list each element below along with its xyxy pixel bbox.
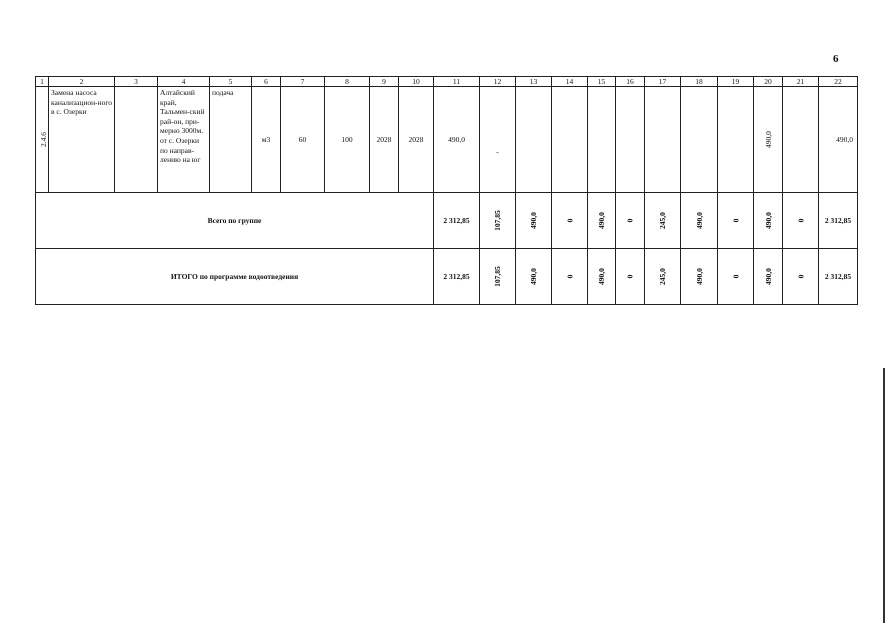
end-year: 2028 xyxy=(399,87,434,193)
year-value: 490,0 xyxy=(763,131,773,148)
column-number: 14 xyxy=(552,77,588,87)
column-number: 10 xyxy=(399,77,434,87)
cell-col17 xyxy=(645,87,681,193)
total-value: 107,85 xyxy=(493,266,502,287)
total-value: 490,0 xyxy=(694,268,704,285)
total-cell xyxy=(681,249,718,305)
column-number: 11 xyxy=(434,77,480,87)
column-number: 4 xyxy=(158,77,210,87)
total-value: 0 xyxy=(565,274,574,279)
column-number: 5 xyxy=(210,77,252,87)
total-value: 107,85 xyxy=(493,210,502,231)
total-value: 0 xyxy=(731,274,740,279)
total-cell xyxy=(645,193,681,249)
total-value: 0 xyxy=(625,274,635,279)
column-number: 12 xyxy=(480,77,516,87)
cell-col16 xyxy=(616,87,645,193)
column-number: 2 xyxy=(49,77,115,87)
total-cell xyxy=(480,249,516,305)
total-value: 245,0 xyxy=(658,212,667,229)
cell-col3 xyxy=(115,87,158,193)
total-label: Всего по группе xyxy=(36,193,434,249)
total-value: 490,0 xyxy=(597,268,606,285)
total-value: 490,0 xyxy=(763,268,773,285)
cell-col12 xyxy=(480,87,516,193)
cell-col21 xyxy=(783,87,819,193)
column-number: 19 xyxy=(718,77,754,87)
cell-col19 xyxy=(718,87,754,193)
total-cell xyxy=(516,249,552,305)
total-cell xyxy=(645,249,681,305)
cell-col18 xyxy=(681,87,718,193)
cell-col8: 100 xyxy=(325,87,370,193)
cell-col5: подача xyxy=(210,87,252,193)
column-number: 20 xyxy=(754,77,783,87)
table-row xyxy=(36,87,858,193)
total-cell xyxy=(552,193,588,249)
column-number: 13 xyxy=(516,77,552,87)
column-number: 6 xyxy=(252,77,281,87)
total-value: 490,0 xyxy=(763,212,773,229)
group-total-row xyxy=(36,193,858,249)
cell-col7: 60 xyxy=(281,87,325,193)
scan-edge-line xyxy=(883,368,885,623)
page-number: 6 xyxy=(833,53,839,65)
column-number: 3 xyxy=(115,77,158,87)
total-cell xyxy=(718,193,754,249)
row-code-cell xyxy=(36,87,49,193)
cost-total: 490,0 xyxy=(434,87,480,193)
column-number: 16 xyxy=(616,77,645,87)
grand-value: 490,0 xyxy=(819,87,858,193)
total-cell xyxy=(616,249,645,305)
total-label: ИТОГО по программе водоотведения xyxy=(36,249,434,305)
total-value: 245,0 xyxy=(658,268,667,285)
total-cell xyxy=(718,249,754,305)
total-cell xyxy=(552,249,588,305)
total-cell xyxy=(616,193,645,249)
total-cell xyxy=(588,193,616,249)
total-value: 490,0 xyxy=(529,212,538,229)
object-name: Замена насоса канализацион-ного в с. Озерки xyxy=(49,87,115,193)
column-number: 1 xyxy=(36,77,49,87)
grand-total: 2 312,85 xyxy=(819,193,858,249)
column-number-row xyxy=(36,77,858,87)
column-number: 22 xyxy=(819,77,858,87)
program-total-row xyxy=(36,249,858,305)
total-value: 0 xyxy=(796,218,805,223)
total-cell xyxy=(783,249,819,305)
total-value: 0 xyxy=(625,218,635,223)
total-cell xyxy=(754,193,783,249)
column-number: 18 xyxy=(681,77,718,87)
total-cell xyxy=(588,249,616,305)
total-value: 490,0 xyxy=(597,212,606,229)
object-location: Алтайский край, Тальмен-ский рай-он, при-мерно 3000м. от с. Озерки по направ-лению на юг xyxy=(158,87,210,193)
total-value: 490,0 xyxy=(694,212,704,229)
total-value: 490,0 xyxy=(529,268,538,285)
total-cell xyxy=(754,249,783,305)
cell-col13 xyxy=(516,87,552,193)
column-number: 7 xyxy=(281,77,325,87)
column-number: 8 xyxy=(325,77,370,87)
total-value: 0 xyxy=(565,218,574,223)
cell-col20 xyxy=(754,87,783,193)
total-value: 0 xyxy=(731,218,740,223)
total-cost: 2 312,85 xyxy=(434,193,480,249)
column-number: 9 xyxy=(370,77,399,87)
grand-total: 2 312,85 xyxy=(819,249,858,305)
start-year: 2028 xyxy=(370,87,399,193)
unit-cell: м3 xyxy=(252,87,281,193)
total-value: 0 xyxy=(796,274,805,279)
total-cell xyxy=(783,193,819,249)
column-number: 17 xyxy=(645,77,681,87)
total-cell xyxy=(480,193,516,249)
total-cell xyxy=(681,193,718,249)
dash-mark: - xyxy=(496,147,499,156)
investment-program-table xyxy=(35,76,858,305)
total-cell xyxy=(516,193,552,249)
cell-col14 xyxy=(552,87,588,193)
column-number: 15 xyxy=(588,77,616,87)
total-cost: 2 312,85 xyxy=(434,249,480,305)
column-number: 21 xyxy=(783,77,819,87)
cell-col15 xyxy=(588,87,616,193)
row-code: 2.4.6 xyxy=(39,132,48,147)
